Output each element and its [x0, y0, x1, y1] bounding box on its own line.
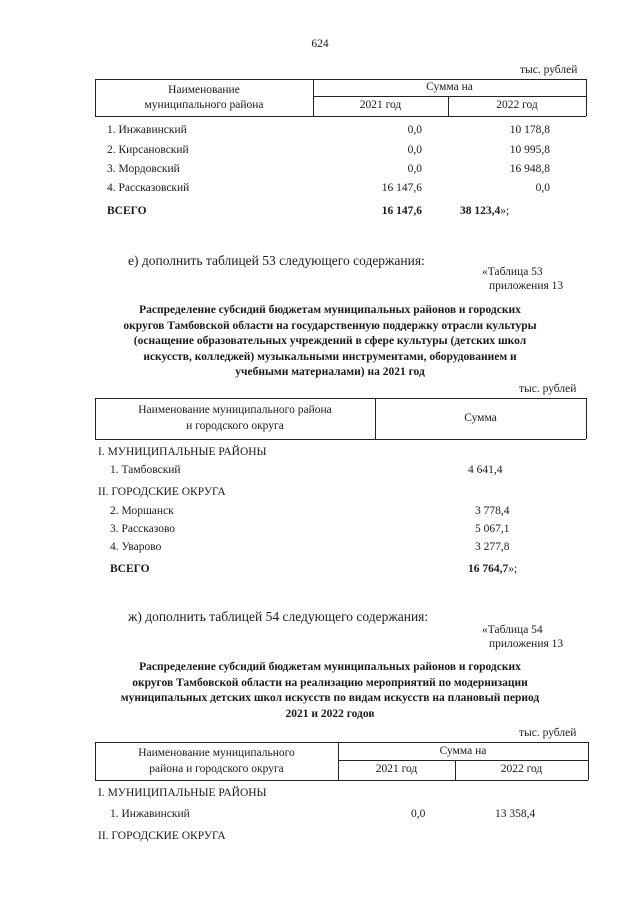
row-name: 3. Рассказово	[110, 523, 176, 535]
sec-e-title: Распределение субсидий бюджетам муниципальных районов и городских округов Тамбовской области на государственную поддержку отрасли культуры (оснащение образовательных учреждений в сфере культуры (детских школ искусств, колледжей) музыкальными инструментами, оборудованием и учебными материалами) на 2021 год	[123, 304, 537, 378]
row-name: 4. Рассказовский	[107, 182, 190, 194]
row-value-2021: 0,0	[411, 808, 426, 820]
t1-units: тыс. рублей	[520, 64, 578, 76]
row-value: 5 067,1	[475, 523, 510, 535]
sec-e-units: тыс. рублей	[519, 383, 577, 395]
t53-col-name-1: Наименование муниципального района	[138, 404, 332, 416]
row-value-2021: 0,0	[407, 124, 422, 136]
t1-col-name-1: Наименование	[168, 84, 240, 96]
group-heading: II. ГОРОДСКИЕ ОКРУГА	[98, 486, 226, 498]
group-heading: I. МУНИЦИПАЛЬНЫЕ РАЙОНЫ	[98, 787, 267, 799]
row-name: 1. Тамбовский	[110, 464, 181, 476]
sec-e-intro: е) дополнить таблицей 53 следующего содержания:	[128, 253, 425, 268]
total-label: ВСЕГО	[110, 563, 150, 575]
t1-col-sum: Сумма на	[426, 81, 473, 93]
row-name: 2. Кирсановский	[107, 144, 189, 156]
sec-zh-ref-appendix: приложения 13	[489, 638, 564, 650]
row-name: 3. Мордовский	[107, 163, 180, 175]
row-value: 3 778,4	[475, 505, 510, 517]
t1-col-2022: 2022 год	[496, 99, 538, 111]
sec-zh-units: тыс. рублей	[519, 727, 577, 739]
t54-col-2022: 2022 год	[500, 763, 543, 775]
row-value: 3 277,8	[475, 541, 510, 553]
row-value-2021: 16 147,6	[381, 182, 422, 194]
t54-col-sum: Сумма на	[439, 745, 487, 757]
t53-col-sum: Сумма	[464, 412, 497, 424]
sec-zh-intro: ж) дополнить таблицей 54 следующего содержания:	[128, 609, 429, 624]
row-value-2021: 0,0	[407, 144, 422, 156]
row-value-2022: 0,0	[535, 182, 550, 194]
total-value-2021: 16 147,6	[381, 205, 422, 217]
row-name: 1. Инжавинский	[107, 124, 187, 136]
page-number: 624	[311, 38, 329, 50]
t1-col-name-2: муниципального района	[144, 99, 264, 111]
sec-zh-title: Распределение субсидий бюджетам муниципальных районов и городских округов Тамбовской области на реализацию мероприятий по модернизации муниципальных детских школ искусств по видам искусств на плановый период 2021 и 2022 годов	[120, 661, 540, 720]
group-heading: II. ГОРОДСКИЕ ОКРУГА	[98, 830, 226, 842]
row-value-2022: 10 995,8	[509, 144, 550, 156]
group-heading: I. МУНИЦИПАЛЬНЫЕ РАЙОНЫ	[98, 446, 267, 458]
t54-col-name-1: Наименование муниципального	[138, 747, 295, 759]
row-value-2022: 13 358,4	[495, 808, 536, 820]
row-value-2022: 10 178,8	[509, 124, 550, 136]
row-value: 4 641,4	[468, 464, 503, 476]
t53-col-name-2: и городского округа	[186, 420, 284, 432]
row-name: 1. Инжавинский	[110, 808, 190, 820]
t54-col-name-2: района и городского округа	[149, 763, 284, 775]
sec-zh-ref-table: «Таблица 54	[482, 624, 543, 636]
sec-e-ref-appendix: приложения 13	[489, 280, 564, 292]
row-name: 2. Моршанск	[110, 505, 174, 517]
sec-e-ref-table: «Таблица 53	[482, 266, 543, 278]
row-name: 4. Уварово	[110, 541, 162, 553]
total-label: ВСЕГО	[107, 205, 147, 217]
row-value-2021: 0,0	[407, 163, 422, 175]
t1-col-2021: 2021 год	[359, 99, 402, 111]
total-value: 16 764,7»;	[468, 563, 518, 575]
t54-col-2021: 2021 год	[375, 763, 418, 775]
total-value-2022: 38 123,4»;	[460, 205, 510, 217]
row-value-2022: 16 948,8	[509, 163, 550, 175]
